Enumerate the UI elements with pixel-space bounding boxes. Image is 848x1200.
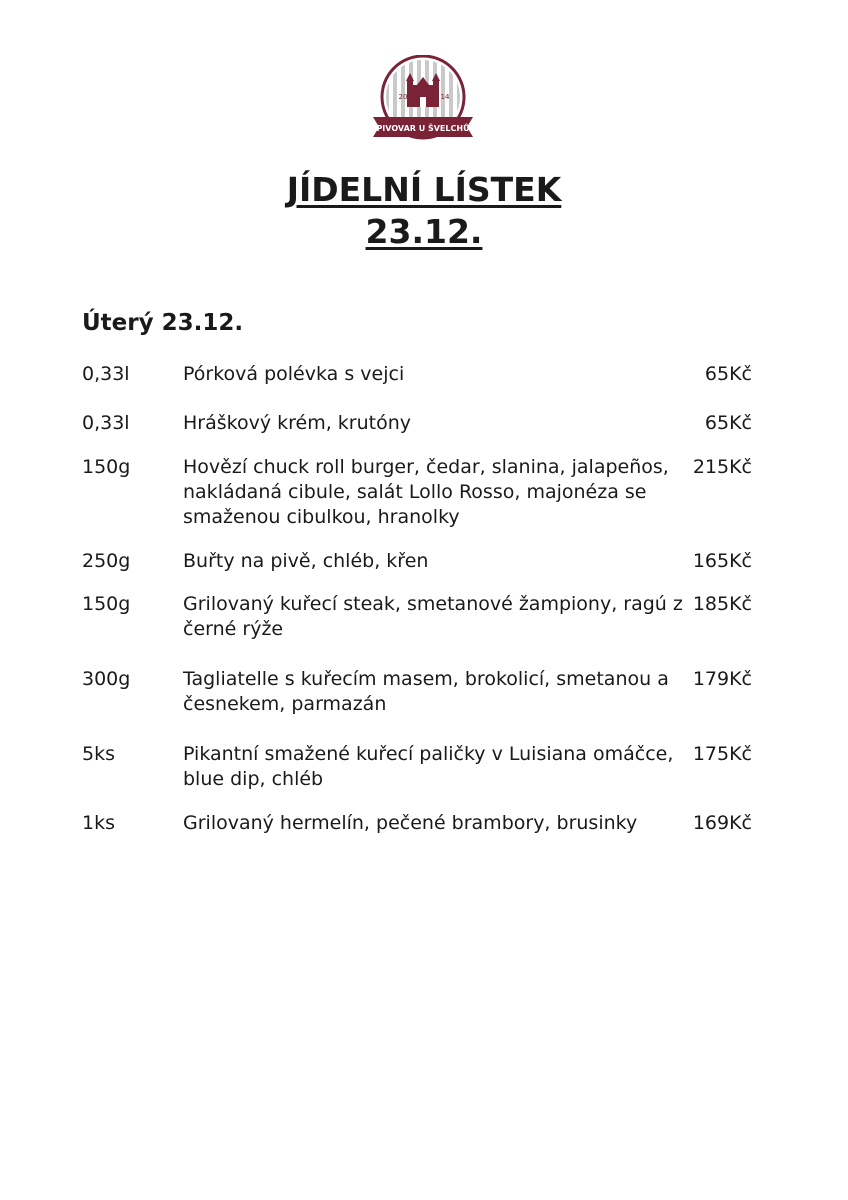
item-price: 169Kč bbox=[692, 812, 752, 834]
logo-name: PIVOVAR U ŠVELCHŮ bbox=[376, 124, 470, 133]
item-name: Buřty na pivě, chléb, křen bbox=[183, 550, 429, 572]
item-quantity: 5ks bbox=[82, 743, 115, 765]
item-price: 165Kč bbox=[692, 550, 752, 572]
item-price: 179Kč bbox=[692, 668, 752, 690]
menu-item bbox=[82, 811, 752, 836]
item-name: Grilovaný hermelín, pečené brambory, brusinky bbox=[183, 812, 638, 834]
item-price: 185Kč bbox=[692, 593, 752, 615]
menu-item bbox=[82, 667, 752, 717]
item-quantity: 1ks bbox=[82, 812, 115, 834]
menu-item bbox=[82, 455, 752, 530]
item-name: Grilovaný kuřecí steak, smetanové žampiony, ragú z černé rýže bbox=[183, 593, 683, 640]
brewery-logo bbox=[369, 55, 477, 145]
item-name: Hovězí chuck roll burger, čedar, slanina, jalapeños, nakládaná cibule, salát Lollo Rosso, majonéza se smaženou cibulkou, hranolky bbox=[183, 456, 669, 528]
menu-item bbox=[82, 549, 752, 574]
item-quantity: 150g bbox=[82, 593, 131, 615]
item-quantity: 0,33l bbox=[82, 412, 130, 434]
item-quantity: 150g bbox=[82, 456, 131, 478]
menu-list bbox=[82, 362, 752, 836]
item-name: Hráškový krém, krutóny bbox=[183, 412, 412, 434]
item-price: 65Kč bbox=[704, 363, 752, 385]
menu-date: 23.12. bbox=[365, 212, 483, 251]
item-name: Tagliatelle s kuřecím masem, brokolicí, smetanou a česnekem, parmazán bbox=[183, 668, 669, 715]
item-name: Pórková polévka s vejci bbox=[183, 363, 405, 385]
item-price: 65Kč bbox=[704, 412, 752, 434]
item-price: 215Kč bbox=[692, 456, 752, 478]
item-name: Pikantní smažené kuřecí paličky v Luisiana omáčce, blue dip, chléb bbox=[183, 743, 674, 790]
menu-title: JÍDELNÍ LÍSTEK bbox=[286, 170, 562, 209]
item-quantity: 300g bbox=[82, 668, 131, 690]
menu-item bbox=[82, 592, 752, 642]
menu-item bbox=[82, 742, 752, 792]
item-quantity: 250g bbox=[82, 550, 131, 572]
day-heading: Úterý 23.12. bbox=[82, 310, 244, 336]
logo-year-left: 20 bbox=[398, 93, 408, 101]
logo-year-right: 14 bbox=[440, 93, 450, 101]
item-price: 175Kč bbox=[692, 743, 752, 765]
item-quantity: 0,33l bbox=[82, 363, 130, 385]
logo-emblem-icon bbox=[369, 55, 477, 145]
menu-item bbox=[82, 362, 752, 387]
menu-item bbox=[82, 411, 752, 436]
